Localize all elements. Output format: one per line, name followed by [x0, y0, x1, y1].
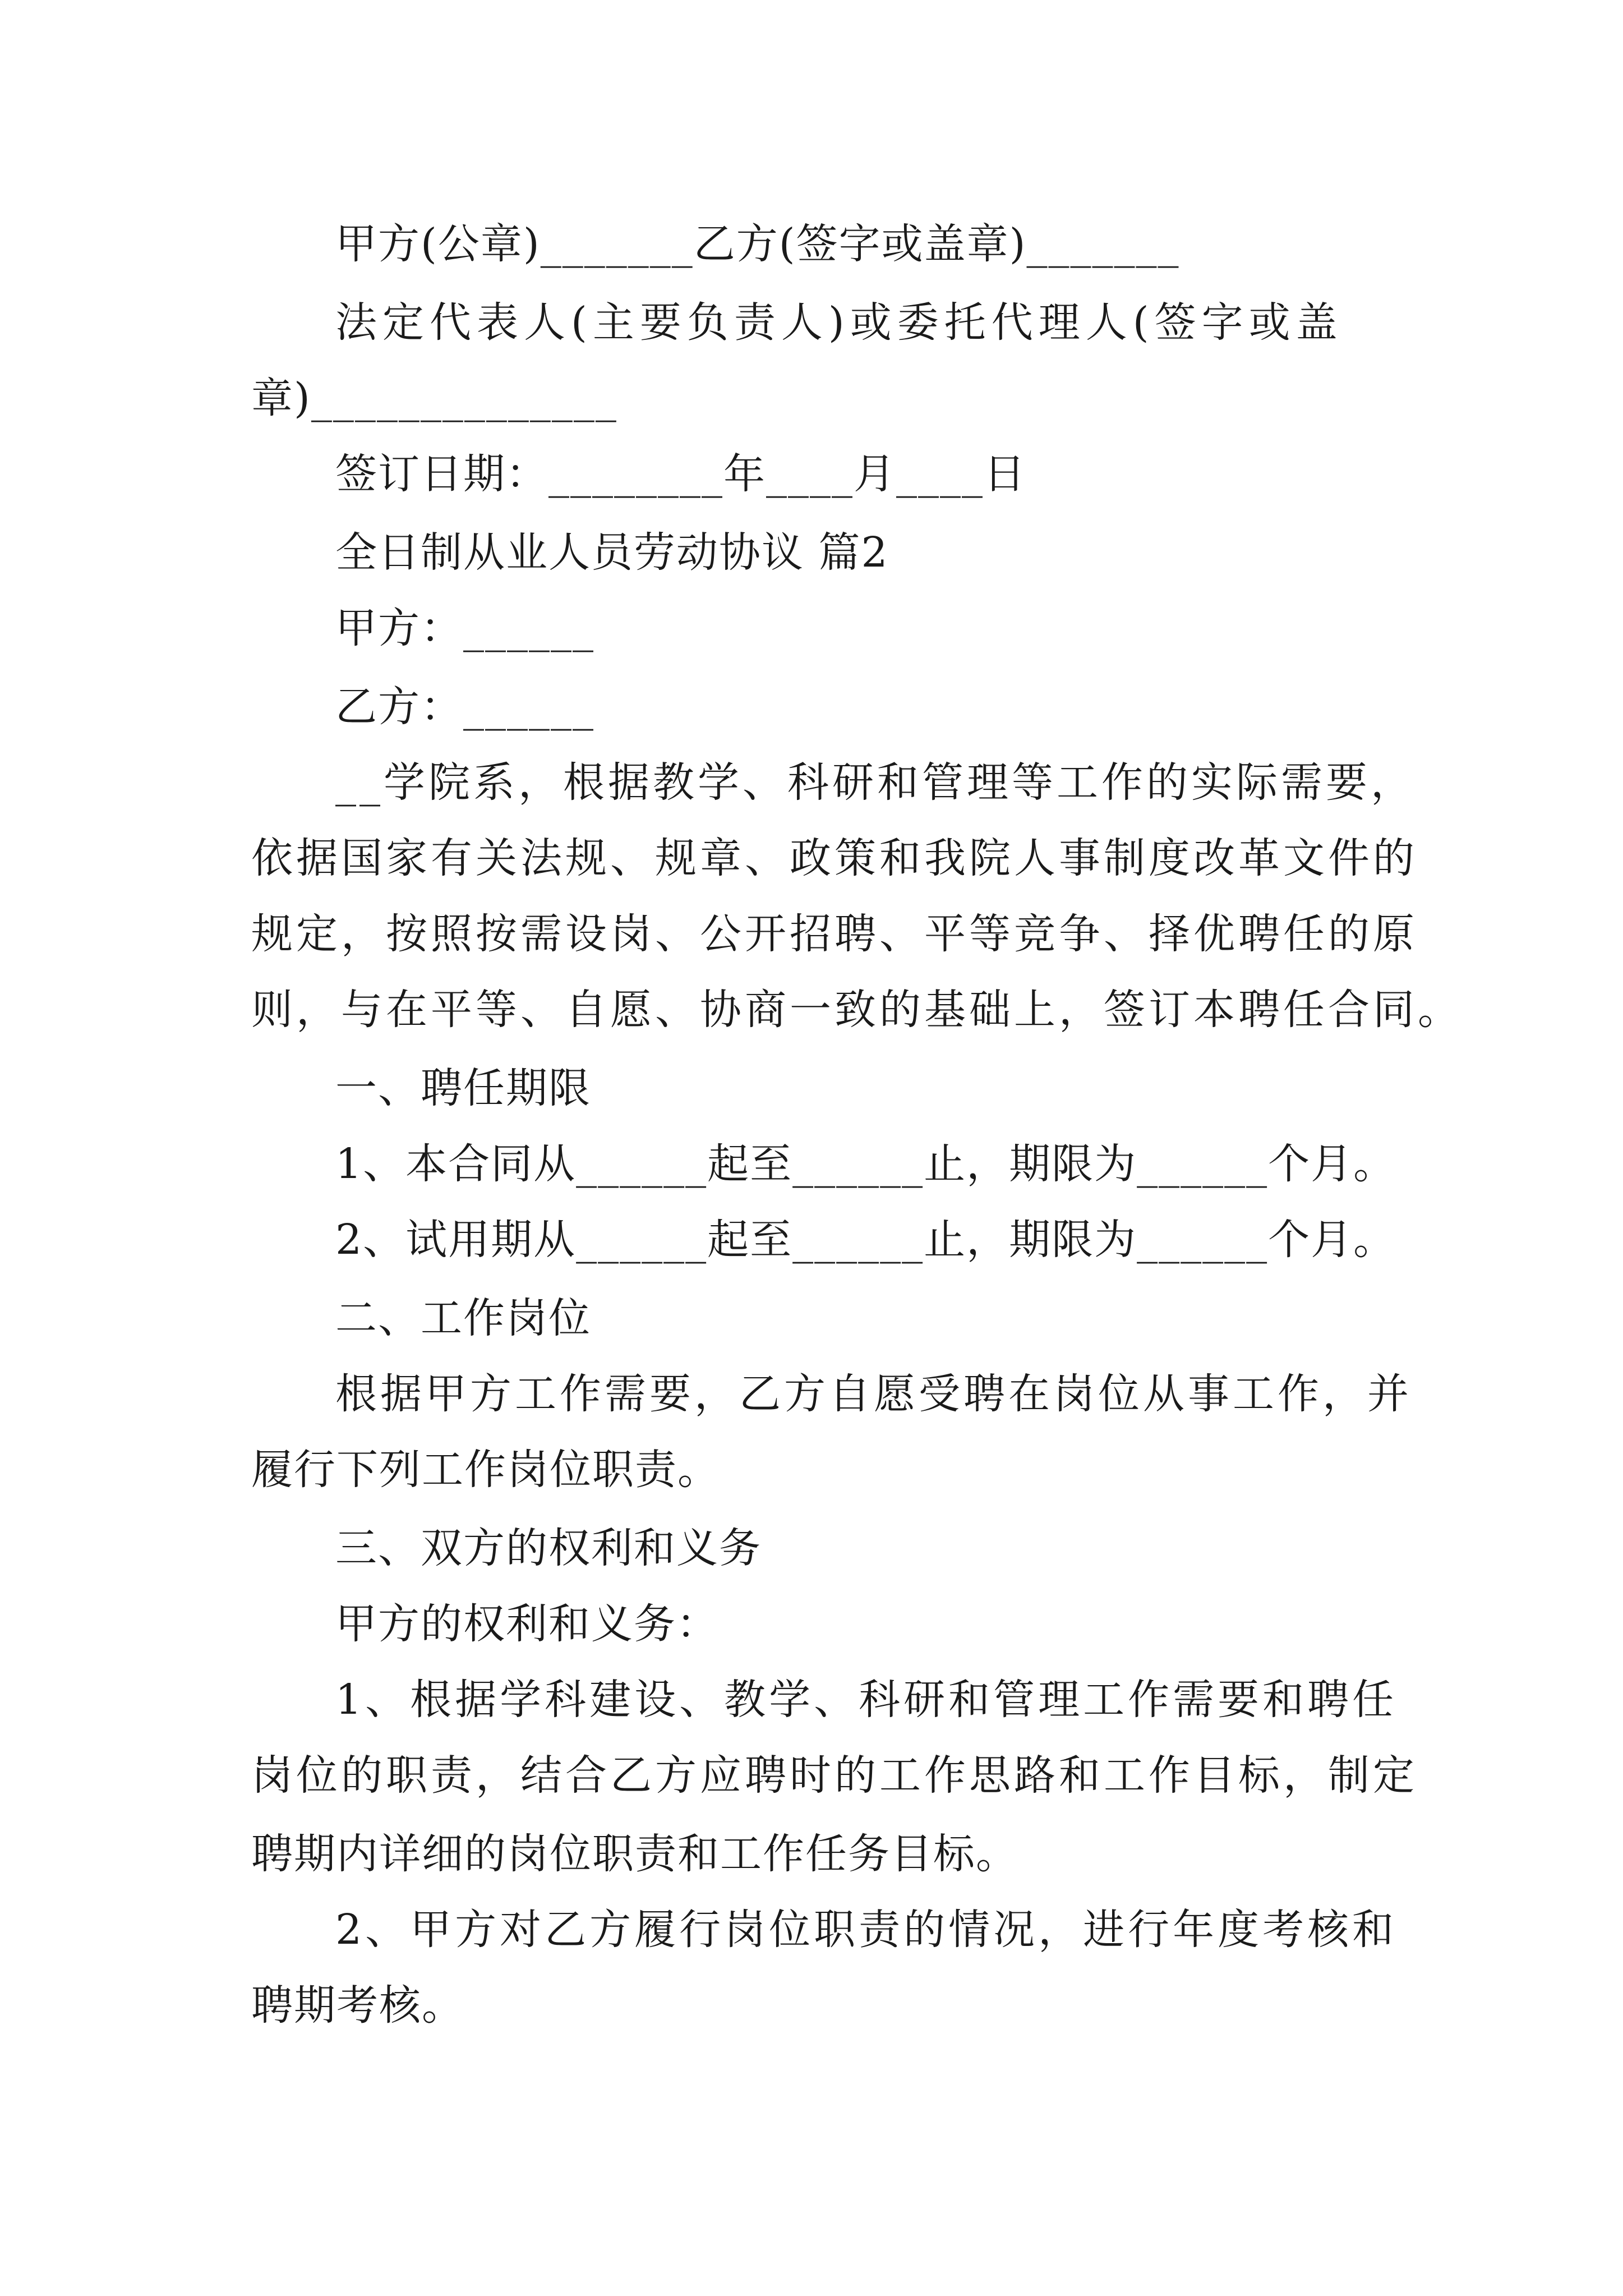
term-item-2: 2、试用期从______起至______止，期限为______个月。 — [335, 1216, 1396, 1264]
paragraph-line: 2、甲方对乙方履行岗位职责的情况，进行年度考核和 — [335, 1906, 1398, 1954]
paragraph-line: 依据国家有关法规、规章、政策和我院人事制度改革文件的 — [251, 834, 1418, 882]
paragraph-line: 聘期内详细的岗位职责和工作任务目标。 — [251, 1830, 1018, 1878]
representative-line: 法定代表人(主要负责人)或委托代理人(签字或盖 — [335, 298, 1343, 347]
paragraph-line: __学院系，根据教学、科研和管理等工作的实际需要， — [335, 758, 1415, 807]
paragraph-line: 1、根据学科建设、教学、科研和管理工作需要和聘任 — [335, 1676, 1398, 1724]
section-title: 全日制从业人员劳动协议 篇2 — [335, 528, 889, 577]
term-item-1: 1、本合同从______起至______止，期限为______个月。 — [335, 1140, 1396, 1188]
paragraph-line: 根据甲方工作需要，乙方自愿受聘在岗位从事工作，并 — [335, 1370, 1412, 1418]
party-b-line: 乙方：______ — [335, 683, 594, 731]
party-a-line: 甲方：______ — [335, 604, 594, 652]
paragraph-line: 则，与在平等、自愿、协商一致的基础上，签订本聘任合同。 — [251, 986, 1463, 1034]
representative-line-continued: 章)______________ — [251, 374, 617, 422]
paragraph-line: 聘期考核。 — [251, 1981, 464, 2030]
paragraph-line: 岗位的职责，结合乙方应聘时的工作思路和工作目标，制定 — [251, 1751, 1418, 1800]
heading-term: 一、聘任期限 — [335, 1064, 591, 1112]
paragraph-line: 履行下列工作岗位职责。 — [251, 1446, 720, 1494]
subheading-party-a: 甲方的权利和义务： — [335, 1600, 719, 1648]
signature-party-line: 甲方(公章)_______乙方(签字或盖章)_______ — [335, 220, 1180, 268]
heading-position: 二、工作岗位 — [335, 1294, 591, 1342]
signing-date-line: 签订日期：________年____月____日 — [335, 450, 1026, 498]
paragraph-line: 规定，按照按需设岗、公开招聘、平等竞争、择优聘任的原 — [251, 910, 1418, 958]
heading-rights: 三、双方的权利和义务 — [335, 1524, 762, 1572]
